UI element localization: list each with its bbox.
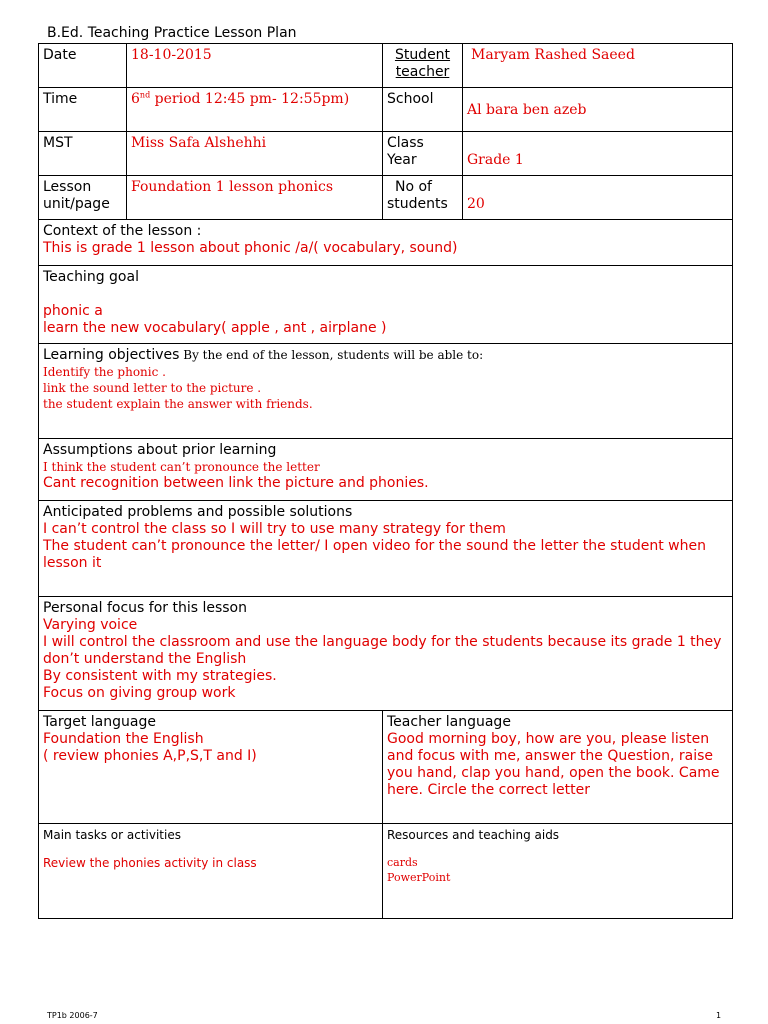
date-value: 18-10-2015 [127, 44, 383, 88]
focus-label: Personal focus for this lesson [43, 600, 247, 616]
focus-line4: Focus on giving group work [43, 685, 236, 701]
teacher-language-cell [383, 711, 733, 824]
mst-label: MST [39, 132, 127, 176]
resources-item: PowerPoint [387, 871, 451, 884]
footer-code: TP1b 2006-7 [47, 1011, 98, 1020]
students-value-cell [463, 176, 733, 220]
row-language [39, 711, 733, 824]
assumptions-label: Assumptions about prior learning [43, 442, 277, 458]
row-date [39, 44, 733, 88]
student-label-line1: Student [394, 47, 451, 63]
students-value: 20 [467, 196, 485, 212]
row-goal [39, 266, 733, 344]
problems-cell [39, 501, 733, 597]
focus-line2: I will control the classroom and use the language body for the students because its grade 1 they don’t understand the English [43, 634, 722, 667]
student-teacher-label [383, 44, 463, 88]
tasks-cell [39, 824, 383, 919]
row-problems [39, 501, 733, 597]
date-label: Date [39, 44, 127, 88]
focus-line3: By consistent with my strategies. [43, 668, 277, 684]
objectives-label: Learning objectives [43, 347, 180, 363]
goal-line2: learn the new vocabulary( apple , ant , airplane ) [43, 320, 387, 336]
objectives-cell [39, 344, 733, 439]
goal-label: Teaching goal [43, 269, 139, 285]
context-text: This is grade 1 lesson about phonic /a/( vocabulary, sound) [43, 240, 458, 256]
lesson-plan-table [38, 43, 733, 919]
school-value-cell [463, 88, 733, 132]
teacher-language-label: Teacher language [387, 714, 511, 730]
resources-item: cards [387, 856, 418, 869]
objective-item: the student explain the answer with friends. [43, 397, 313, 411]
time-value [127, 88, 383, 132]
row-mst [39, 132, 733, 176]
students-label [383, 176, 463, 220]
resources-label: Resources and teaching aids [387, 828, 560, 842]
row-context [39, 220, 733, 266]
school-label: School [383, 88, 463, 132]
target-language-line2: ( review phonies A,P,S,T and I) [43, 748, 257, 764]
focus-line1: Varying voice [43, 617, 138, 633]
teacher-language-text: Good morning boy, how are you, please listen and focus with me, answer the Question, raise you hand, clap you hand, open the book. Came here. Circle the correct letter [387, 731, 720, 798]
objective-item: Identify the phonic . [43, 365, 166, 379]
year-label: Year [387, 152, 417, 168]
row-tasks [39, 824, 733, 919]
row-objectives [39, 344, 733, 439]
lesson-label [39, 176, 127, 220]
target-language-line1: Foundation the English [43, 731, 204, 747]
students-label-line2: students [387, 196, 448, 212]
tasks-label: Main tasks or activities [43, 828, 181, 842]
student-teacher-name: Maryam Rashed Saeed [471, 47, 635, 63]
problems-label: Anticipated problems and possible solutions [43, 504, 353, 520]
goal-cell [39, 266, 733, 344]
objective-item: link the sound letter to the picture . [43, 381, 262, 395]
class-year-value-cell [463, 132, 733, 176]
student-label-line2: teacher [395, 64, 450, 80]
school-value: Al bara ben azeb [467, 102, 587, 118]
class-label: Class [387, 135, 424, 151]
target-language-label: Target language [43, 714, 156, 730]
time-rest: period 12:45 pm- 12:55pm) [150, 91, 350, 107]
assumptions-line1: I think the student can’t pronounce the letter [43, 460, 320, 474]
lesson-label-line2: unit/page [43, 196, 110, 212]
row-lesson [39, 176, 733, 220]
time-suffix: nd [139, 90, 151, 100]
focus-cell [39, 597, 733, 711]
problems-line2: The student can’t pronounce the letter/ I open video for the sound the letter the student when lesson it [43, 538, 706, 571]
row-assumptions [39, 439, 733, 501]
context-cell [39, 220, 733, 266]
assumptions-cell [39, 439, 733, 501]
time-label: Time [39, 88, 127, 132]
target-language-cell [39, 711, 383, 824]
tasks-text: Review the phonies activity in class [43, 856, 257, 870]
objectives-intro: By the end of the lesson, students will be able to: [179, 348, 484, 362]
resources-cell [383, 824, 733, 919]
students-label-line1: No of [395, 179, 432, 195]
goal-line1: phonic a [43, 303, 103, 319]
row-focus [39, 597, 733, 711]
mst-value: Miss Safa Alshehhi [127, 132, 383, 176]
student-teacher-value [463, 44, 733, 88]
lesson-label-line1: Lesson [43, 179, 92, 195]
problems-line1: I can’t control the class so I will try to use many strategy for them [43, 521, 506, 537]
context-label: Context of the lesson : [43, 223, 202, 239]
document-title: B.Ed. Teaching Practice Lesson Plan [47, 25, 297, 41]
class-year-value: Grade 1 [467, 152, 524, 168]
lesson-value: Foundation 1 lesson phonics [127, 176, 383, 220]
page-number: 1 [716, 1011, 722, 1020]
row-time [39, 88, 733, 132]
time-number: 6 [131, 91, 140, 107]
class-year-label [383, 132, 463, 176]
assumptions-line2: Cant recognition between link the picture and phonies. [43, 475, 429, 491]
